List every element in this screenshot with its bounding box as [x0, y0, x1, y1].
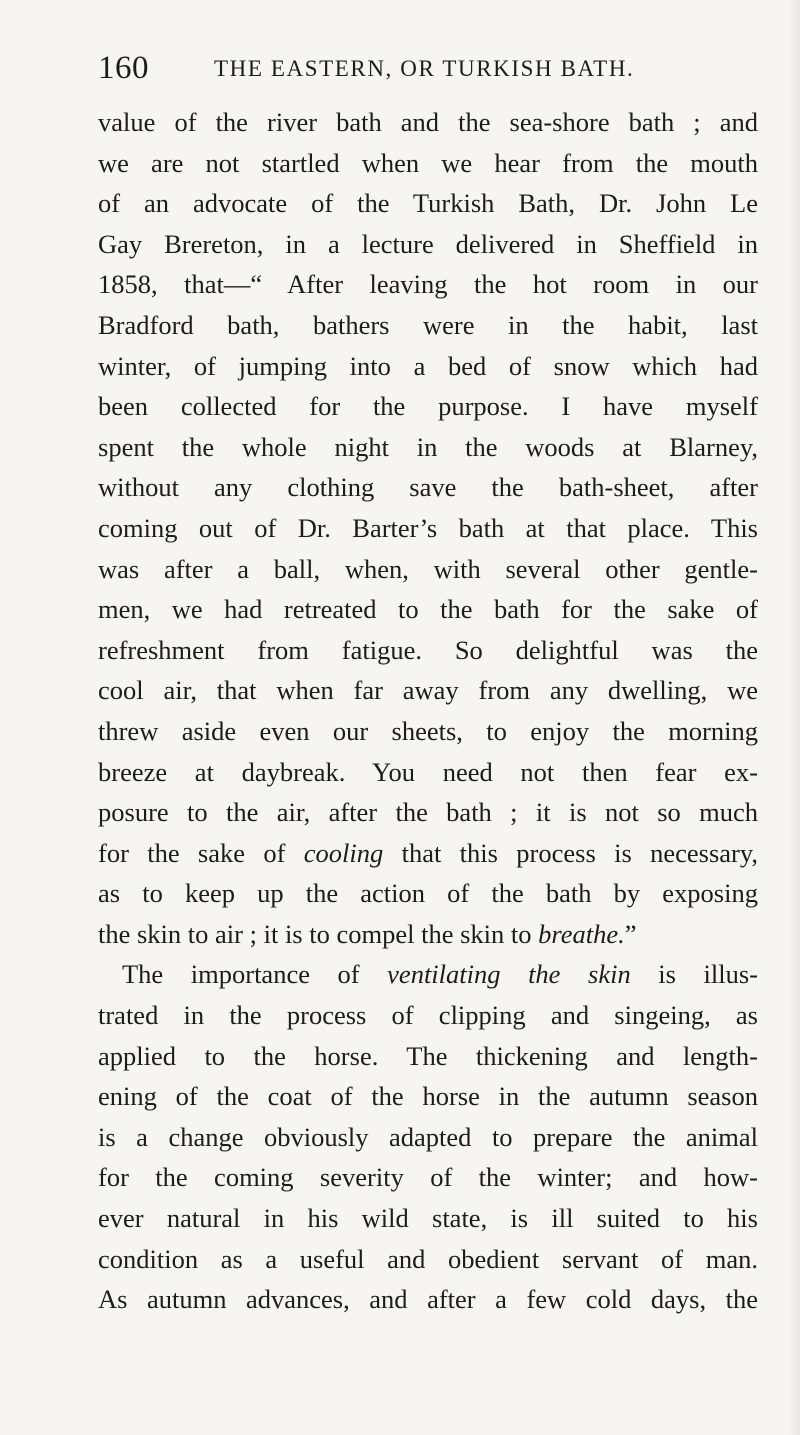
italic-word: cooling [303, 837, 384, 868]
body-text [98, 102, 758, 1320]
text-line: As autumn advances, and after a few cold days, the [98, 1284, 758, 1315]
page-number: 160 [98, 50, 149, 86]
text-line-breathe [98, 914, 758, 955]
text-line: ening of the coat of the horse in the autumn season [98, 1081, 758, 1112]
text-line: refreshment from fatigue. So delightful was the [98, 634, 758, 665]
text-line: ever natural in his wild state, is ill suited to his [98, 1203, 758, 1234]
text-line: winter, of jumping into a bed of snow which had [98, 350, 758, 381]
italic-word: breathe. [538, 918, 625, 949]
text-line: applied to the horse. The thickening and length- [98, 1040, 758, 1071]
text-line: value of the river bath and the sea-shore bath ; and [98, 107, 758, 137]
text-run: is illus- [630, 959, 758, 990]
text-line: 1858, that—“ After leaving the hot room in our [98, 269, 758, 300]
text-line: as to keep up the action of the bath by exposing [98, 878, 758, 909]
text-line: of an advocate of the Turkish Bath, Dr. John Le [98, 188, 758, 219]
text-line: is a change obviously adapted to prepare the animal [98, 1121, 758, 1152]
page-header [98, 48, 738, 88]
text-line: threw aside even our sheets, to enjoy the morning [98, 715, 758, 746]
text-line: been collected for the purpose. I have myself [98, 391, 758, 422]
text-line: without any clothing save the bath-sheet, after [98, 472, 758, 503]
text-line: breeze at daybreak. You need not then fear ex- [98, 756, 758, 787]
text-line-cooling [98, 833, 758, 874]
italic-phrase: ventilating the skin [387, 959, 631, 990]
text-line: trated in the process of clipping and singeing, as [98, 1000, 758, 1031]
text-run: that this process is necessary, [383, 837, 759, 868]
text-line: condition as a useful and obedient servant of man. [98, 1243, 758, 1274]
text-run: for the sake of [98, 837, 304, 868]
text-run: the skin to air ; it is to compel the skin to [98, 918, 539, 949]
closing-quote: ” [624, 918, 637, 949]
text-line: we are not startled when we hear from the mouth [98, 147, 758, 178]
text-line: spent the whole night in the woods at Blarney, [98, 431, 758, 462]
text-line: posure to the air, after the bath ; it is not so much [98, 797, 758, 828]
text-line: cool air, that when far away from any dwelling, we [98, 675, 758, 706]
text-line: Bradford bath, bathers were in the habit, last [98, 309, 758, 340]
running-head: THE EASTERN, OR TURKISH BATH. [214, 56, 635, 81]
page-edge-shadow [788, 0, 800, 1435]
text-line: for the coming severity of the winter; and how- [98, 1162, 758, 1193]
text-line: was after a ball, when, with several other gentle- [98, 553, 758, 584]
paragraph-start-line [98, 954, 758, 995]
text-line: Gay Brereton, in a lecture delivered in Sheffield in [98, 228, 758, 259]
text-line: men, we had retreated to the bath for the sake of [98, 594, 758, 625]
text-line: coming out of Dr. Barter’s bath at that place. This [98, 512, 758, 543]
text-run: The importance of [122, 959, 388, 990]
